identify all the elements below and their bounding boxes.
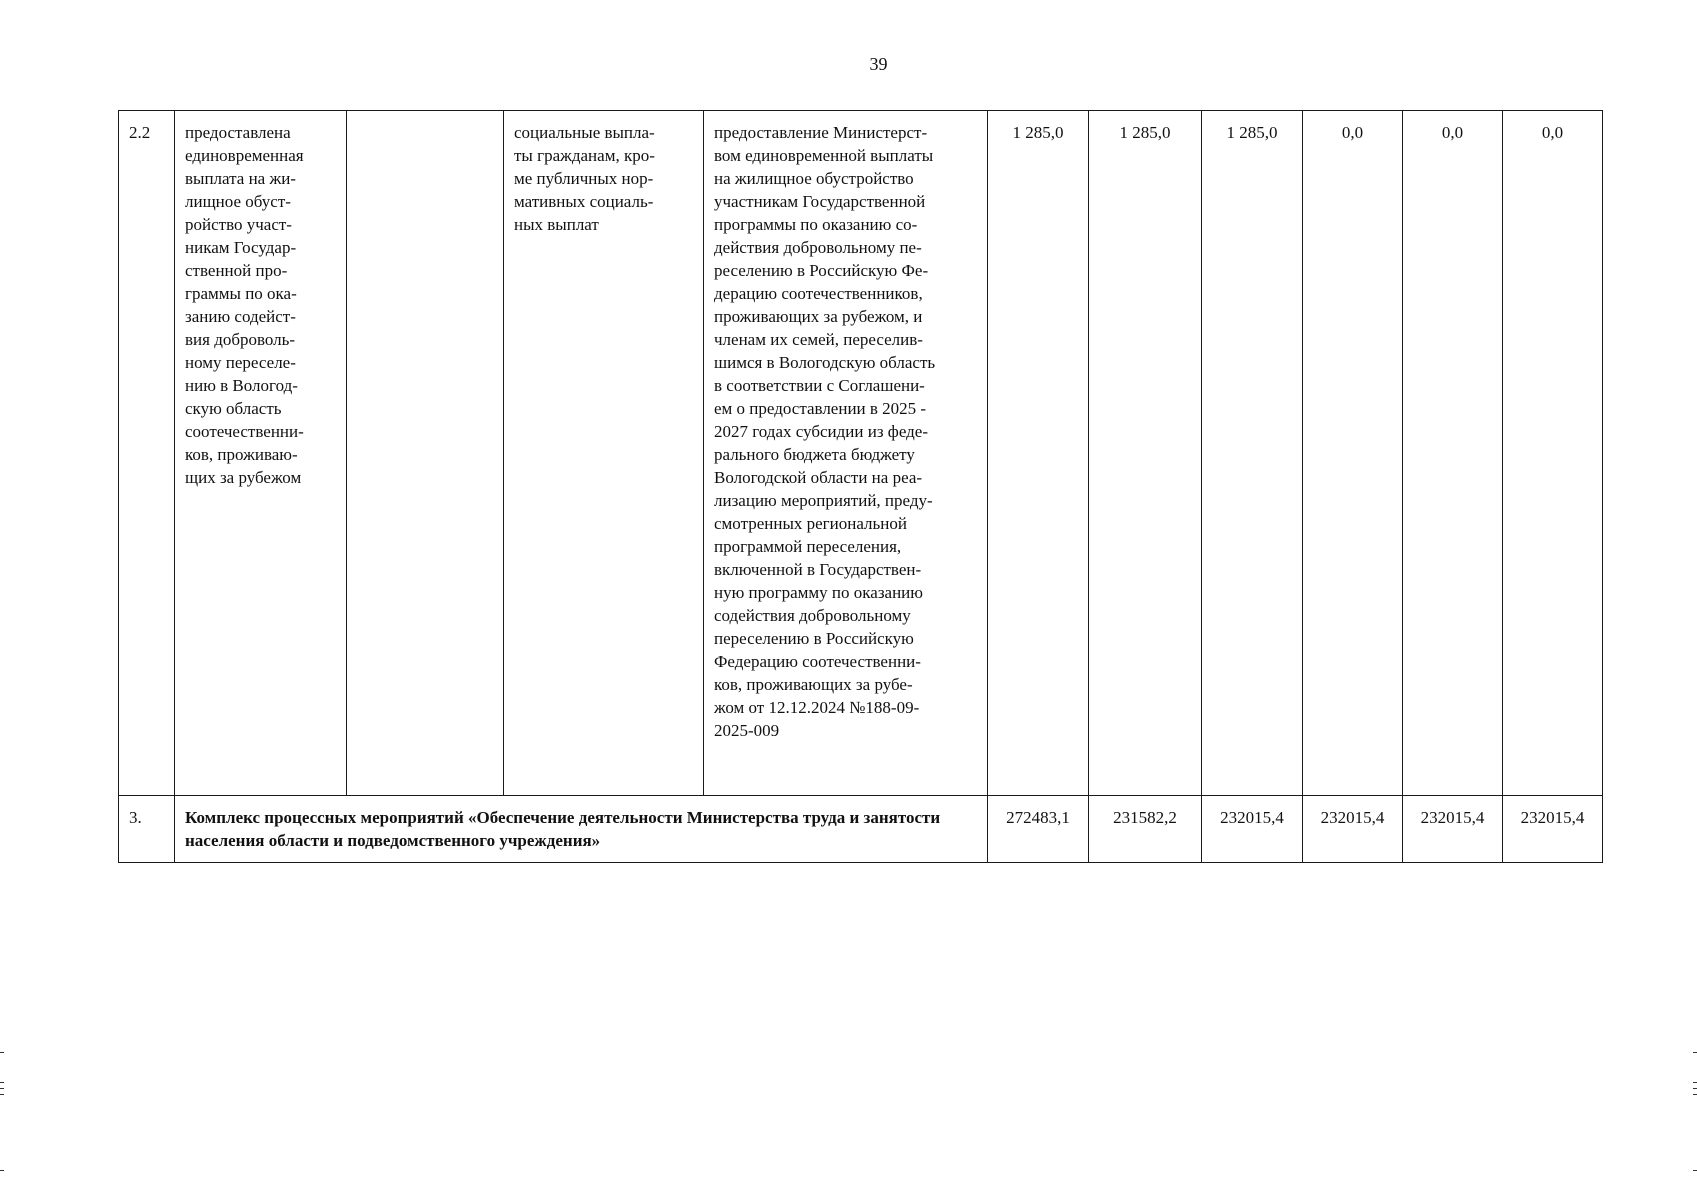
result-cell: предоставлена единовременная выплата на жи- лищное обуст- ройство участ- никам Государ- ственной про- граммы по ока- занию содейст- вия доброволь- ному переселе- нию в Вологод- скую область соотечественни- ков, проживаю- щих за рубежом xyxy=(175,111,347,796)
scan-mark xyxy=(1693,1088,1697,1089)
value-cell: 1 285,0 xyxy=(988,111,1089,796)
scan-mark xyxy=(0,1082,4,1083)
value-cell: 0,0 xyxy=(1503,111,1603,796)
page-number: 39 xyxy=(869,54,888,74)
value-cell: 232015,4 xyxy=(1503,796,1603,863)
value-cell: 232015,4 xyxy=(1403,796,1503,863)
description-cell: предоставление Министерст- вом единовременной выплаты на жилищное обустройство участникам Государственной программы по оказанию со- действия добровольному пе- реселению в Российскую Фе- дерацию соотечественников, проживающих за рубежом, и членам их семей, переселив- шимся в Вологодскую область в соответствии с Соглашени- ем о предоставлении в 2025 - 2027 годах субсидии из феде- рального бюджета бюджету Вологодской области на реа- лизацию мероприятий, преду- смотренных региональной программой переселения, включенной в Государствен- ную программу по оказанию содействия добровольному переселению в Российскую Федерацию соотечественни- ков, проживающих за рубе- жом от 12.12.2024 №188-09- 2025-009 xyxy=(704,111,988,796)
value-cell: 1 285,0 xyxy=(1089,111,1202,796)
value-cell: 0,0 xyxy=(1303,111,1403,796)
complex-title-cell: Комплекс процессных мероприятий «Обеспечение деятельности Министерства труда и занятости населения области и подведомственного учреждения» xyxy=(175,796,988,863)
value-cell: 1 285,0 xyxy=(1202,111,1303,796)
row-index: 3. xyxy=(119,796,175,863)
empty-cell xyxy=(347,111,504,796)
scan-mark xyxy=(1693,1052,1697,1053)
scan-mark xyxy=(0,1170,4,1171)
scan-mark xyxy=(1693,1082,1697,1083)
table-row xyxy=(119,796,1603,863)
scan-mark xyxy=(1693,1170,1697,1171)
type-cell: социальные выпла- ты гражданам, кро- ме публичных нор- мативных социаль- ных выплат xyxy=(504,111,704,796)
value-cell: 232015,4 xyxy=(1303,796,1403,863)
value-cell: 231582,2 xyxy=(1089,796,1202,863)
value-cell: 272483,1 xyxy=(988,796,1089,863)
table-row xyxy=(119,111,1603,796)
budget-table xyxy=(118,110,1603,863)
row-index: 2.2 xyxy=(119,111,175,796)
scan-mark xyxy=(0,1088,4,1089)
scan-mark xyxy=(1693,1094,1697,1095)
value-cell: 0,0 xyxy=(1403,111,1503,796)
scan-mark xyxy=(0,1094,4,1095)
scan-mark xyxy=(0,1052,4,1053)
value-cell: 232015,4 xyxy=(1202,796,1303,863)
